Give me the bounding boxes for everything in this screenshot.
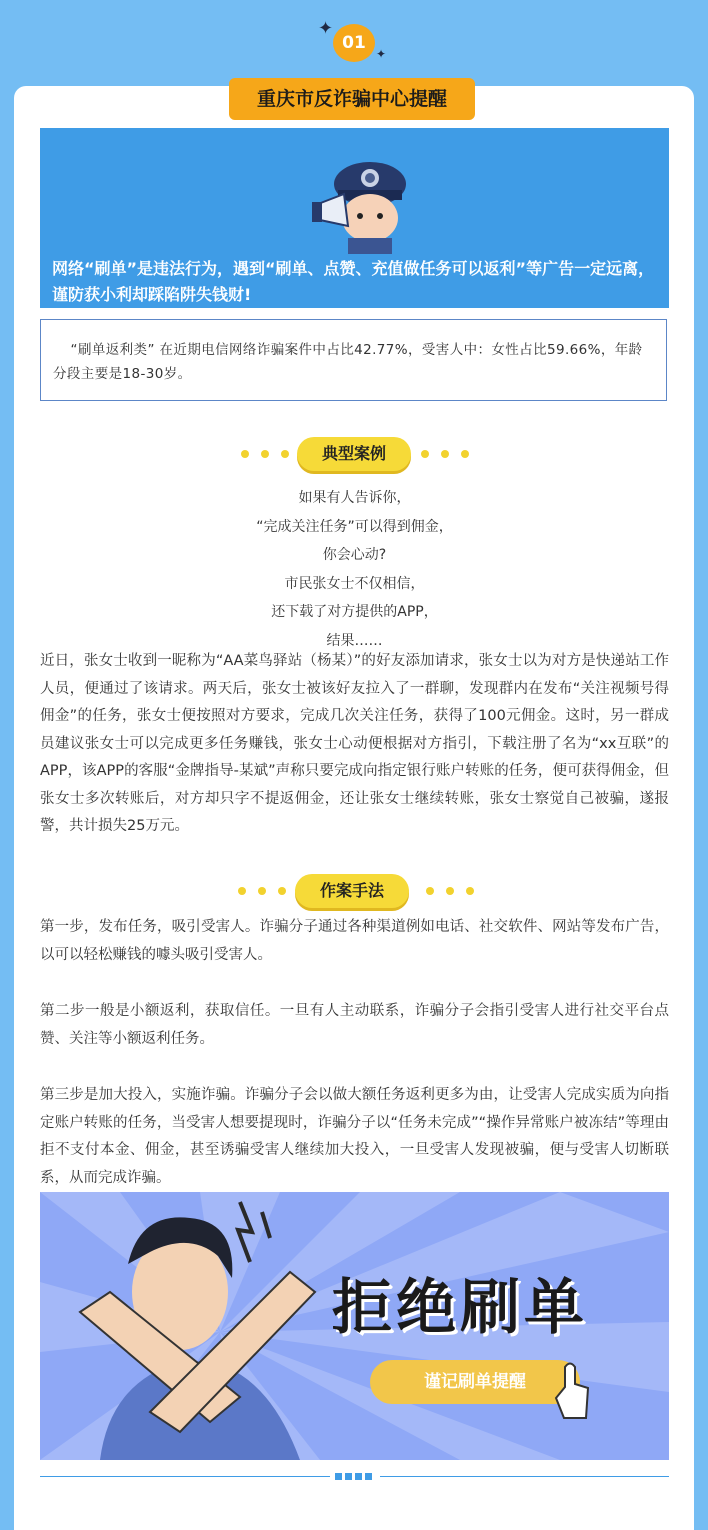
intro-line: 市民张女士不仅相信， (284, 575, 425, 592)
dot-decoration (281, 450, 289, 458)
poster-headline: 拒绝刷单 (332, 1273, 588, 1343)
footer-square (345, 1473, 352, 1480)
dot-decoration (241, 450, 249, 458)
footer-divider-right (380, 1476, 669, 1477)
dot-decoration (441, 450, 449, 458)
intro-line: “完成关注任务”可以得到佣金， (256, 518, 453, 535)
footer-square (365, 1473, 372, 1480)
method-section-header (0, 871, 708, 911)
sparkle-icon: ✦ (318, 18, 334, 39)
case-body: 近日，张女士收到一昵称为“AA菜鸟驿站（杨某）”的好友添加请求，张女士以为对方是快递站工作人员，便通过了该请求。两天后，张女士被该好友拉入了一群聊，发现群内在发布“关注视频号得佣金”的任务，张女士便按照对方要求，完成几次关注任务，获得了100元佣金。这时，另一群成员建议张女士可以完成更多任务赚钱，张女士心动便根据对方指引，下载注册了名为“xx互联”的APP，该APP的客服“金牌指导-某斌”声称只要完成向指定银行账户转账的任务，便可获得佣金，但张女士多次转账后，对方却只字不提返佣金，还让张女士继续转账，张女士察觉自己被骗，遂报警，共计损失25万元。 (40, 653, 669, 834)
footer-square (355, 1473, 362, 1480)
section-number-badge: 01 (333, 24, 375, 62)
poster-button-label: 谨记刷单提醒 (424, 1372, 526, 1392)
intro-line: 如果有人告诉你， (298, 490, 411, 506)
case-intro (40, 484, 669, 655)
method-step: 第三步是加大投入，实施诈骗。诈骗分子会以做大额任务返利更多为由，让受害人完成实质为向指定账户转账的任务，当受害人想要提现时，诈骗分子以“任务未完成”“操作异常账户被冻结”等理由拒不支付本金、佣金，甚至诱骗受害人继续加大投入，一旦受害人发现被骗，便与受害人切断联系，从而完成诈骗。 (40, 1087, 669, 1186)
police-mascot-icon (310, 142, 420, 254)
dot-decoration (258, 887, 266, 895)
method-step: 第二步一般是小额返利，获取信任。一旦有人主动联系，诈骗分子会指引受害人进行社交平台点赞、关注等小额返利任务。 (40, 1003, 669, 1047)
dot-decoration (466, 887, 474, 895)
dot-decoration (446, 887, 454, 895)
dot-decoration (278, 887, 286, 895)
statistics-box: “刷单返利类” 在近期电信网络诈骗案件中占比42.77%，受害人中：女性占比59.66%，年龄分段主要是18-30岁。 (40, 319, 667, 401)
method-step: 第一步，发布任务，吸引受害人。诈骗分子通过各种渠道例如电话、社交软件、网站等发布广告，以可以轻松赚钱的噱头吸引受害人。 (40, 919, 669, 963)
case-section-title: 典型案例 (297, 437, 411, 471)
dot-decoration (261, 450, 269, 458)
footer-divider-left (40, 1476, 330, 1477)
page-title: 重庆市反诈骗中心提醒 (229, 78, 475, 120)
dot-decoration (421, 450, 429, 458)
dot-decoration (426, 887, 434, 895)
intro-line: 结果…… (326, 632, 383, 649)
intro-line: 还下载了对方提供的APP， (271, 604, 438, 620)
dot-decoration (238, 887, 246, 895)
dot-decoration (461, 450, 469, 458)
footer-square (335, 1473, 342, 1480)
refuse-brushing-poster (40, 1192, 669, 1460)
banner-warning-text: 网络“刷单”是违法行为，遇到“刷单、点赞、充值做任务可以返利”等广告一定远离，谨防获小利却踩陷阱失钱财! (52, 259, 655, 304)
case-section-header (0, 434, 708, 474)
method-section-title: 作案手法 (295, 874, 409, 908)
sparkle-icon: ✦ (376, 47, 387, 61)
intro-line: 你会心动? (322, 547, 387, 563)
